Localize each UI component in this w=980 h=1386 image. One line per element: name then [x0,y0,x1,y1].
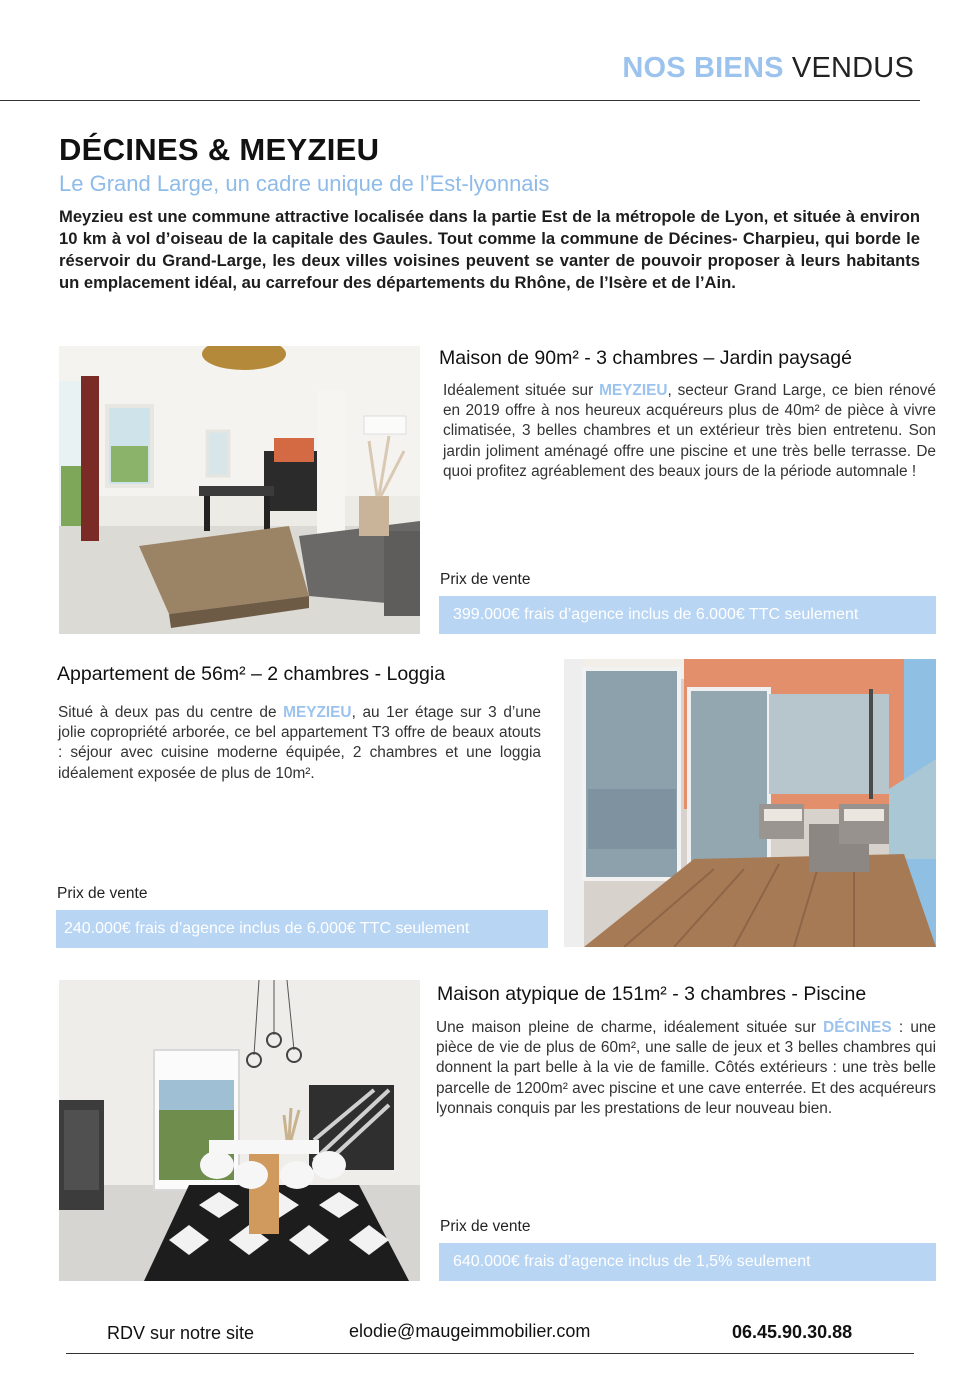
property-1-price: 399.000€ frais d’agence inclus de 6.000€ TTC seulement [439,596,936,634]
property-2-description [58,703,541,784]
property-2-desc-end: , au 1er étage sur 3 d’une jolie copropriété arborée, ce bel appartement T3 offre de beaux atouts : séjour avec cuisine moderne équipée, 2 chambres et une loggia idéalement exposée de plus de 10m². [58,704,541,782]
property-2-title: Appartement de 56m² – 2 chambres - Loggia [57,663,446,685]
property-1-desc-start: Idéalement située sur [443,382,600,399]
property-3-price-label: Prix de vente [440,1218,531,1235]
page-header-title [622,52,914,85]
property-3-desc-start: Une maison pleine de charme, idéalement située sur [436,1019,824,1036]
section-subtitle: Le Grand Large, un cadre unique de l’Est-lyonnais [59,171,550,196]
property-3-desc-end: : une pièce de vie de plus de 60m², une salle de jeux et 3 belles chambres qui donnent la part belle à la vie de famille. Côtés extérieurs : une très belle parcelle de 1200m² avec piscine et une cave enterrée. Et des acquéreurs lyonnais conquis par les prestations de leur nouveau bien. [436,1019,936,1117]
header-divider [0,100,920,101]
property-1-desc-end: , secteur Grand Large, ce bien rénové en 2019 offre à nos heureux acquéreurs plus de 40m² de pièce à vivre climatisée, 3 belles chambres et un extérieur très bien entretenu. Son jardin joliment aménagé offre une piscine et une très belle terrasse. De quoi profitez agréablement des beaux jours de la période automnale ! [443,382,936,480]
property-1-city: MEYZIEU [599,382,668,399]
section-intro: Meyzieu est une commune attractive localisée dans la partie Est de la métropole de Lyon, et située à environ 10 km à vol d’oiseau de la capitale des Gaules. Tout comme la commune de Décines- Charpieu, qui borde le réservoir du Grand-Large, les deux villes voisines peuvent se vanter de pouvoir proposer à leurs habitants un emplacement idéal, au carrefour des départements du Rhône, de l’Isère et de l’Ain. [59,207,920,292]
footer-email[interactable]: elodie@maugeimmobilier.com [349,1321,591,1341]
property-1-description [443,381,936,482]
footer-divider [66,1353,914,1354]
property-2-city: MEYZIEU [283,704,352,721]
property-2-price: 240.000€ frais d’agence inclus de 6.000€ TTC seulement [56,910,548,948]
loggia-photo [564,659,936,947]
footer-phone[interactable]: 06.45.90.30.88 [732,1322,853,1342]
property-2-price-label: Prix de vente [57,885,148,902]
property-2-desc-start: Situé à deux pas du centre de [58,704,284,721]
property-3-price: 640.000€ frais d’agence inclus de 1,5% seulement [439,1243,936,1281]
property-3-city: DÉCINES [823,1019,892,1036]
footer-site-link[interactable]: RDV sur notre site [107,1323,255,1343]
header-title-rest: VENDUS [783,52,914,84]
living-room-photo [59,346,420,634]
section-title: DÉCINES & MEYZIEU [59,132,380,167]
dining-room-photo [59,980,420,1281]
property-1-title: Maison de 90m² - 3 chambres – Jardin paysagé [439,347,852,369]
header-title-accent: NOS BIENS [622,52,784,84]
property-3-title: Maison atypique de 151m² - 3 chambres - Piscine [437,983,867,1005]
property-1-price-label: Prix de vente [440,571,531,588]
property-3-description [436,1018,936,1119]
